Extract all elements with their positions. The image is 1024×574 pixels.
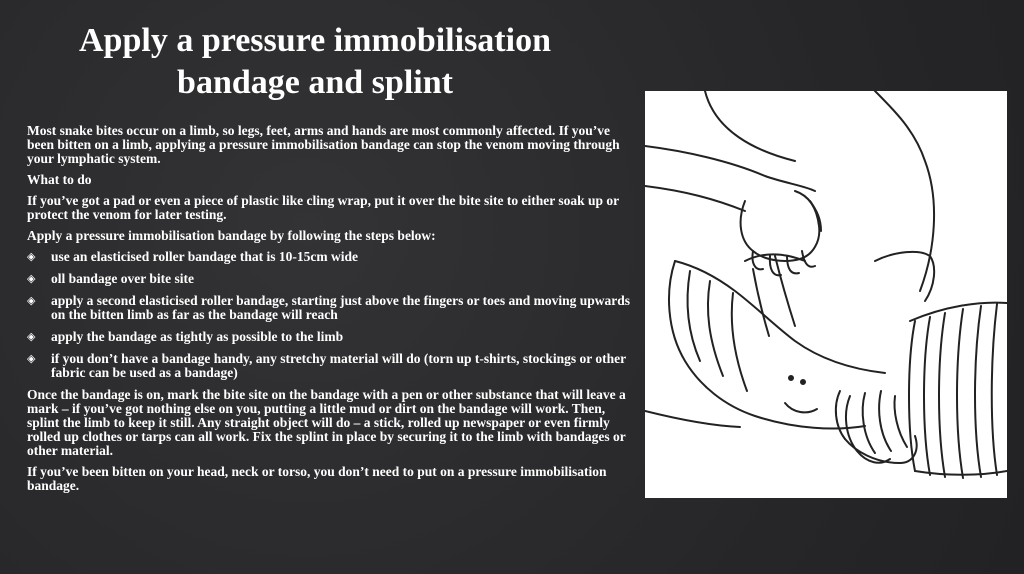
list-item <box>27 272 632 286</box>
what-to-do-heading: What to do <box>27 172 92 187</box>
step-text: use an elasticised roller bandage that is 10-15cm wide <box>51 249 358 264</box>
pad-paragraph: If you’ve got a pad or even a piece of plastic like cling wrap, put it over the bite site to either soak up or protect the venom for later testing. <box>27 193 619 222</box>
diamond-bullet-icon: ◈ <box>27 272 36 285</box>
diamond-bullet-icon: ◈ <box>27 330 36 343</box>
page-title: Apply a pressure immobilisation bandage and splint <box>79 22 551 101</box>
intro-paragraph: Most snake bites occur on a limb, so legs, feet, arms and hands are most commonly affected. If you’ve been bitten on a limb, applying a pressure immobilisation bandage can stop the venom moving through your lymphatic system. <box>27 123 620 166</box>
step-text: apply a second elasticised roller bandage, starting just above the fingers or toes and moving upwards on the bitten limb as far as the bandage will reach <box>51 293 631 322</box>
diamond-bullet-icon: ◈ <box>27 250 36 263</box>
body-text <box>27 124 632 500</box>
once-paragraph: Once the bandage is on, mark the bite site on the bandage with a pen or other substance that will leave a mark – if you’ve got nothing else on you, putting a little mud or dirt on the bandage will work. Then, splint the limb to keep it still. Any straight object will do – a stick, rolled up newspaper or even firmly rolled up clothes or tarps can all work. Fix the splint in place by securing it to the limb with bandages or other material. <box>27 387 626 458</box>
step-text: oll bandage over bite site <box>51 271 194 286</box>
list-item <box>27 352 632 380</box>
steps-list <box>27 250 632 380</box>
diamond-bullet-icon: ◈ <box>27 352 36 365</box>
bandaged-leg-illustration-icon <box>645 91 1007 498</box>
diamond-bullet-icon: ◈ <box>27 294 36 307</box>
list-item <box>27 294 632 322</box>
torso-paragraph: If you’ve been bitten on your head, neck or torso, you don’t need to put on a pressure immobilisation bandage. <box>27 464 607 493</box>
list-item <box>27 330 632 344</box>
list-item <box>27 250 632 264</box>
step-text: if you don’t have a bandage handy, any stretchy material will do (torn up t-shirts, stockings or other fabric can be used as a bandage) <box>51 351 626 380</box>
steps-intro: Apply a pressure immobilisation bandage by following the steps below: <box>27 228 436 243</box>
step-text: apply the bandage as tightly as possible to the limb <box>51 329 344 344</box>
